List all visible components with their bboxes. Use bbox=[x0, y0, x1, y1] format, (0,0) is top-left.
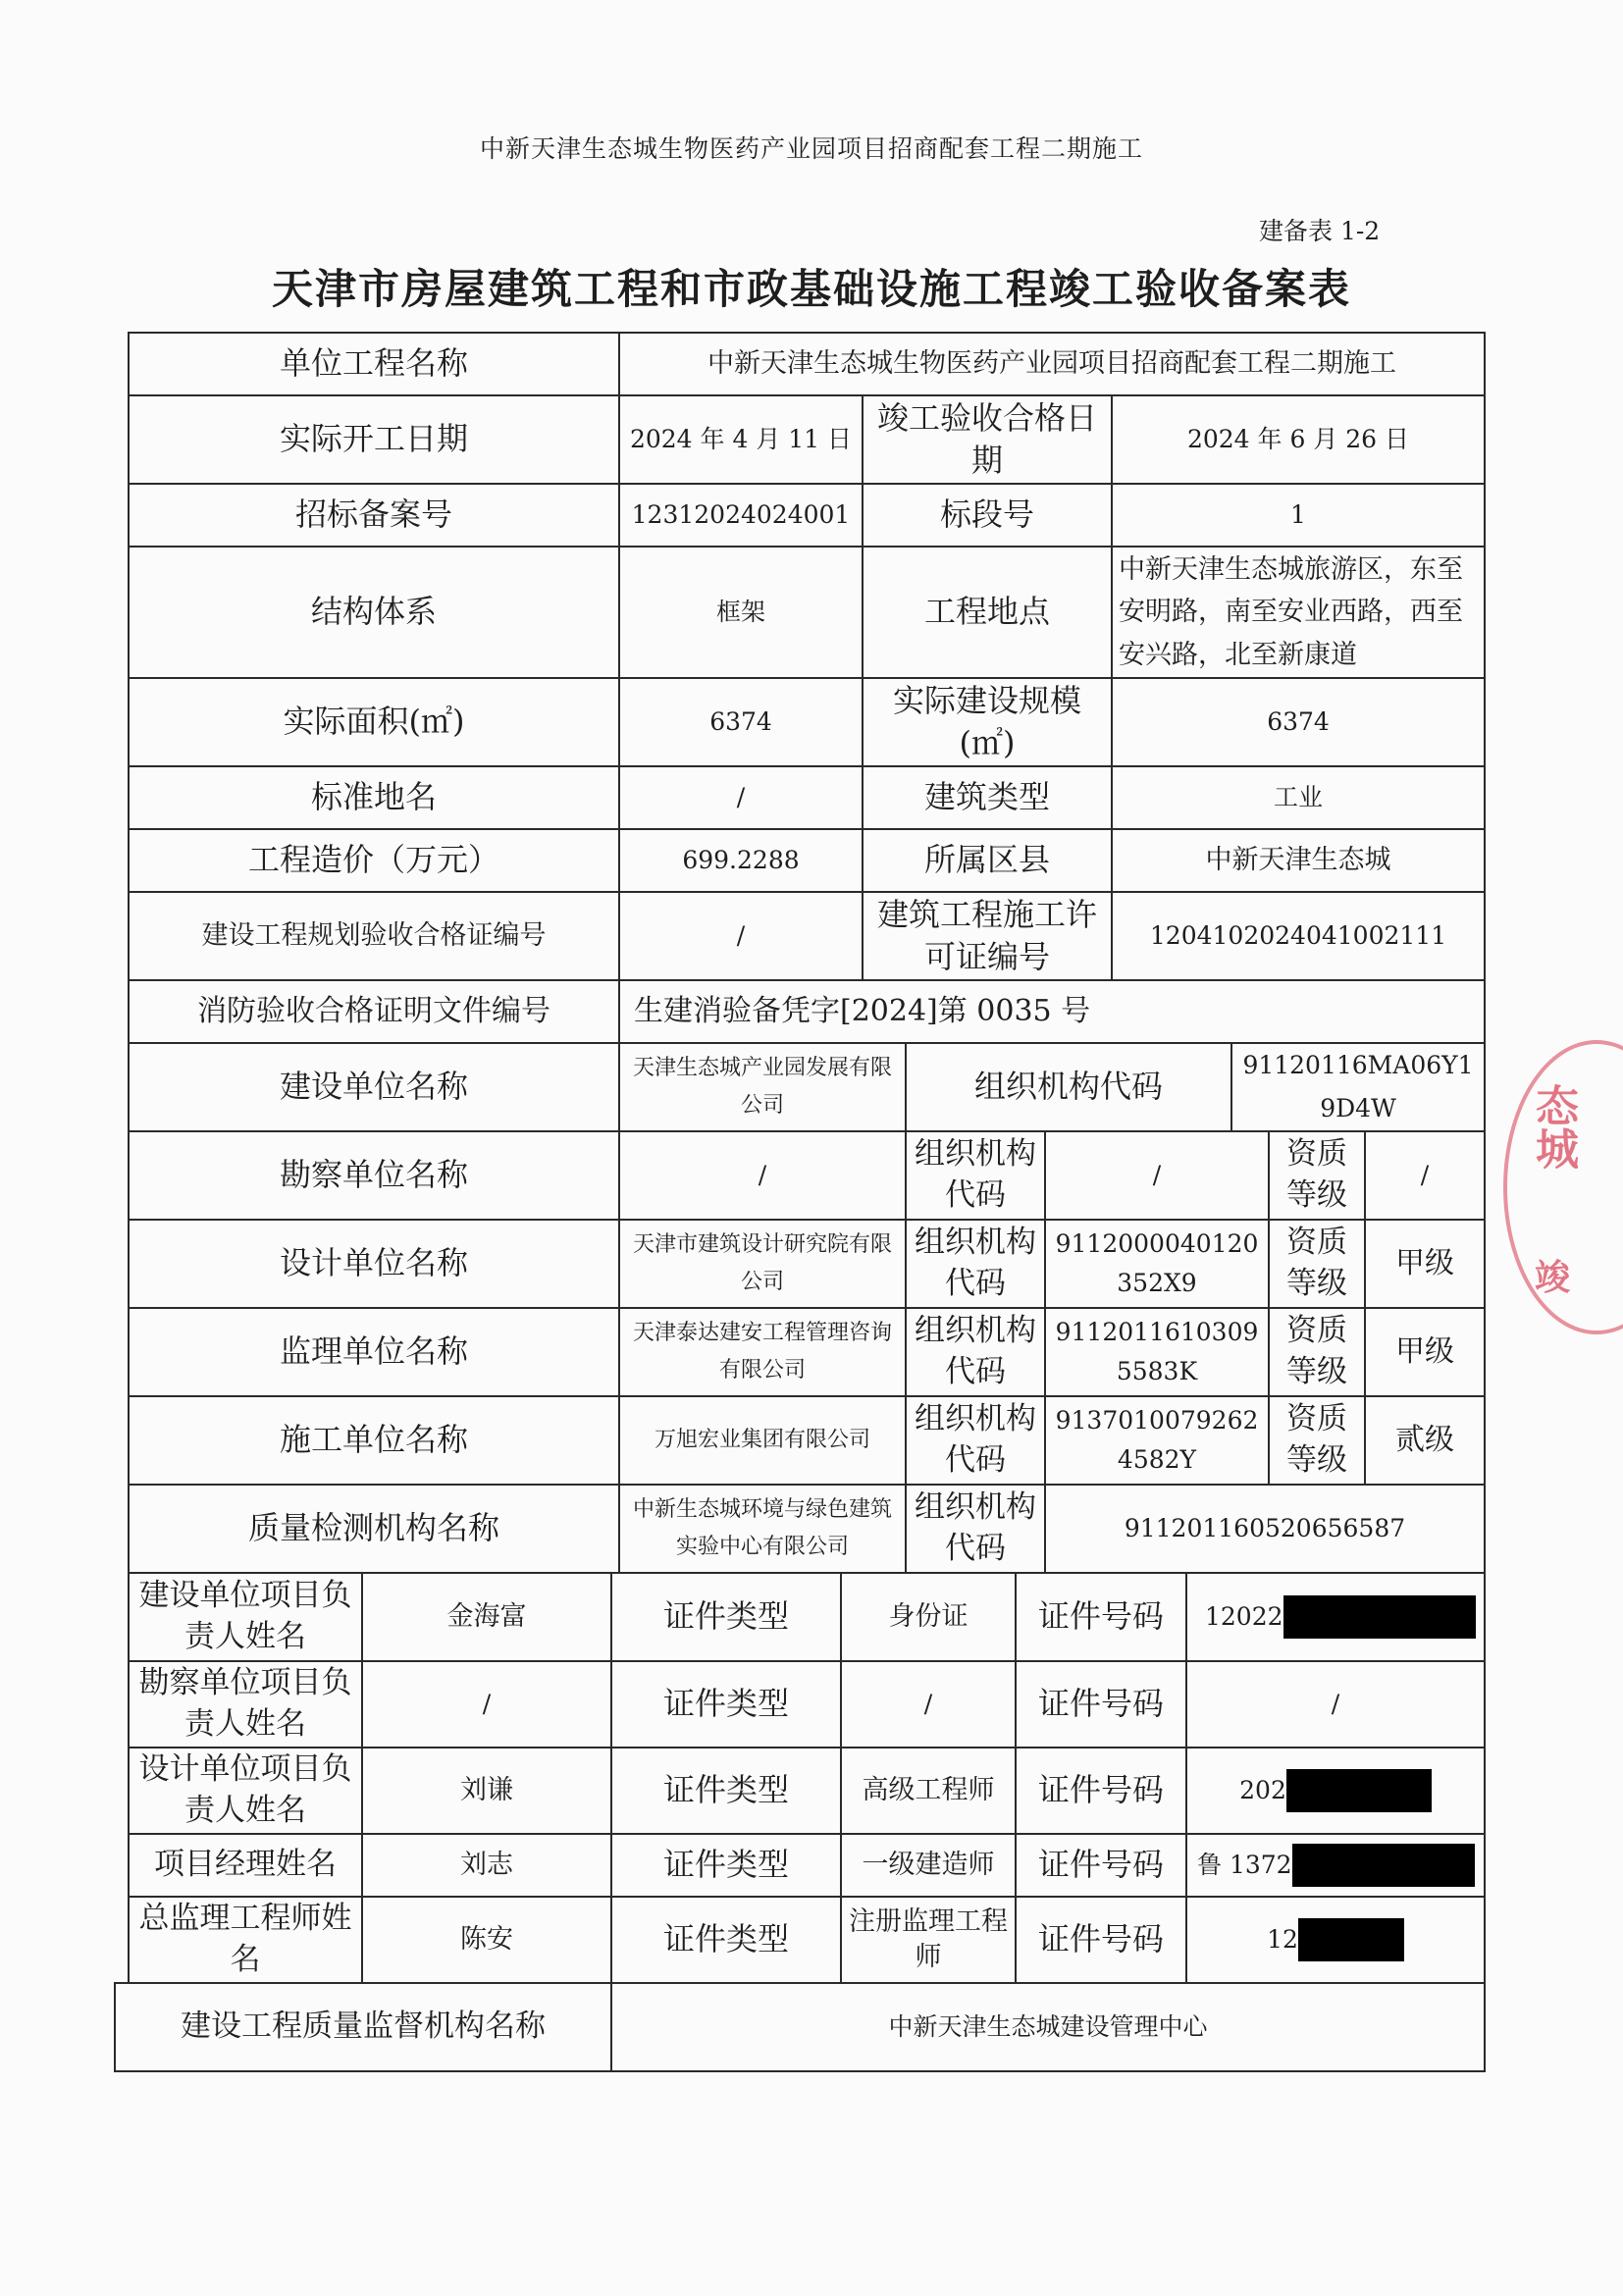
person-name-builder: 金海富 bbox=[361, 1572, 612, 1662]
person-label-survey: 勘察单位项目负责人姓名 bbox=[128, 1660, 363, 1748]
bid-record-value: 12312024024001 bbox=[618, 483, 864, 548]
testing-name: 中新生态城环境与绿色建筑实验中心有限公司 bbox=[618, 1484, 907, 1574]
id-no-chief-supervisor-text: 12 bbox=[1267, 1925, 1298, 1955]
district-value: 中新天津生态城 bbox=[1111, 828, 1486, 893]
redaction-box bbox=[1286, 1769, 1432, 1812]
id-type-chief-supervisor: 注册监理工程师 bbox=[840, 1896, 1017, 1984]
design-name: 天津市建筑设计研究院有限公司 bbox=[618, 1219, 907, 1309]
id-no-builder bbox=[1185, 1572, 1486, 1662]
survey-org-code: / bbox=[1044, 1130, 1270, 1221]
builder-org-code: 91120116MA06Y19D4W bbox=[1230, 1042, 1486, 1132]
section-no-value: 1 bbox=[1111, 483, 1486, 548]
section-no-label: 标段号 bbox=[862, 483, 1113, 548]
testing-label: 质量检测机构名称 bbox=[128, 1484, 620, 1574]
stamp-text-bottom: 竣 bbox=[1535, 1258, 1571, 1298]
builder-org-code-label: 组织机构代码 bbox=[905, 1042, 1232, 1132]
person-label-builder: 建设单位项目负责人姓名 bbox=[128, 1572, 363, 1662]
id-no-design-text: 202 bbox=[1239, 1776, 1286, 1805]
id-no-builder-text: 12022 bbox=[1205, 1602, 1283, 1632]
building-type-label: 建筑类型 bbox=[862, 765, 1113, 830]
id-type-builder: 身份证 bbox=[840, 1572, 1017, 1662]
builder-name: 天津生态城产业园发展有限公司 bbox=[618, 1042, 907, 1132]
project-name-label: 单位工程名称 bbox=[128, 332, 620, 396]
design-org-code: 9112000040120352X9 bbox=[1044, 1219, 1270, 1309]
contractor-org-code: 91370100792624582Y bbox=[1044, 1395, 1270, 1486]
acceptance-date-value: 2024 年 6 月 26 日 bbox=[1111, 394, 1486, 485]
structure-label: 结构体系 bbox=[128, 546, 620, 679]
stamp-text-top: 态城 bbox=[1528, 1083, 1578, 1170]
start-date-value: 2024 年 4 月 11 日 bbox=[618, 394, 864, 485]
supervisor-org-code-label: 组织机构代码 bbox=[905, 1307, 1046, 1397]
building-type-value: 工业 bbox=[1111, 765, 1486, 830]
supervisor-qual-value: 甲级 bbox=[1364, 1307, 1486, 1397]
id-type-label-builder: 证件类型 bbox=[610, 1572, 842, 1662]
id-type-pm: 一级建造师 bbox=[840, 1833, 1017, 1898]
testing-org-code: 911201160520656587 bbox=[1044, 1484, 1486, 1574]
id-no-pm bbox=[1185, 1833, 1486, 1898]
id-type-design: 高级工程师 bbox=[840, 1747, 1017, 1835]
actual-scale-value: 6374 bbox=[1111, 677, 1486, 767]
construction-permit-label: 建筑工程施工许可证编号 bbox=[862, 891, 1113, 981]
contractor-org-code-label: 组织机构代码 bbox=[905, 1395, 1046, 1486]
cost-value: 699.2288 bbox=[618, 828, 864, 893]
contractor-qual-label: 资质等级 bbox=[1268, 1395, 1366, 1486]
id-type-label-chief-supervisor: 证件类型 bbox=[610, 1896, 842, 1984]
supervision-agency-value: 中新天津生态城建设管理中心 bbox=[610, 1982, 1486, 2072]
survey-org-code-label: 组织机构代码 bbox=[905, 1130, 1046, 1221]
person-label-pm: 项目经理姓名 bbox=[128, 1833, 363, 1898]
design-org-code-label: 组织机构代码 bbox=[905, 1219, 1046, 1309]
id-no-label-design: 证件号码 bbox=[1015, 1747, 1187, 1835]
design-label: 设计单位名称 bbox=[128, 1219, 620, 1309]
id-no-label-survey: 证件号码 bbox=[1015, 1660, 1187, 1748]
project-header-line: 中新天津生态城生物医药产业园项目招商配套工程二期施工 bbox=[479, 134, 1143, 163]
form-title: 天津市房屋建筑工程和市政基础设施工程竣工验收备案表 bbox=[271, 265, 1351, 313]
planning-cert-value: / bbox=[618, 891, 864, 981]
bid-record-label: 招标备案号 bbox=[128, 483, 620, 548]
supervisor-label: 监理单位名称 bbox=[128, 1307, 620, 1397]
location-value: 中新天津生态城旅游区，东至安明路，南至安业西路，西至安兴路，北至新康道 bbox=[1111, 546, 1486, 679]
fire-cert-value: 生建消验备凭字[2024]第 0035 号 bbox=[618, 979, 1486, 1044]
id-type-label-design: 证件类型 bbox=[610, 1747, 842, 1835]
id-no-survey: / bbox=[1185, 1660, 1486, 1748]
id-no-label-pm: 证件号码 bbox=[1015, 1833, 1187, 1898]
fire-cert-label: 消防验收合格证明文件编号 bbox=[128, 979, 620, 1044]
person-name-pm: 刘志 bbox=[361, 1833, 612, 1898]
design-qual-value: 甲级 bbox=[1364, 1219, 1486, 1309]
start-date-label: 实际开工日期 bbox=[128, 394, 620, 485]
project-name-value: 中新天津生态城生物医药产业园项目招商配套工程二期施工 bbox=[618, 332, 1486, 396]
person-name-chief-supervisor: 陈安 bbox=[361, 1896, 612, 1984]
supervisor-name: 天津泰达建安工程管理咨询有限公司 bbox=[618, 1307, 907, 1397]
survey-qual-label: 资质等级 bbox=[1268, 1130, 1366, 1221]
design-qual-label: 资质等级 bbox=[1268, 1219, 1366, 1309]
person-name-design: 刘谦 bbox=[361, 1747, 612, 1835]
id-no-label-builder: 证件号码 bbox=[1015, 1572, 1187, 1662]
supervisor-qual-label: 资质等级 bbox=[1268, 1307, 1366, 1397]
id-type-label-pm: 证件类型 bbox=[610, 1833, 842, 1898]
form-code: 建备表 1-2 bbox=[1259, 217, 1381, 245]
id-no-label-chief-supervisor: 证件号码 bbox=[1015, 1896, 1187, 1984]
structure-value: 框架 bbox=[618, 546, 864, 679]
standard-place-value: / bbox=[618, 765, 864, 830]
person-label-design: 设计单位项目负责人姓名 bbox=[128, 1747, 363, 1835]
person-name-survey: / bbox=[361, 1660, 612, 1748]
actual-area-label: 实际面积(㎡) bbox=[128, 677, 620, 767]
id-no-pm-text: 鲁 1372 bbox=[1197, 1851, 1292, 1880]
contractor-qual-value: 贰级 bbox=[1364, 1395, 1486, 1486]
id-type-survey: / bbox=[840, 1660, 1017, 1748]
standard-place-label: 标准地名 bbox=[128, 765, 620, 830]
location-label: 工程地点 bbox=[862, 546, 1113, 679]
id-no-design bbox=[1185, 1747, 1486, 1835]
testing-org-code-label: 组织机构代码 bbox=[905, 1484, 1046, 1574]
planning-cert-label: 建设工程规划验收合格证编号 bbox=[128, 891, 620, 981]
redaction-box bbox=[1298, 1918, 1404, 1961]
contractor-name: 万旭宏业集团有限公司 bbox=[618, 1395, 907, 1486]
cost-label: 工程造价（万元） bbox=[128, 828, 620, 893]
construction-permit-value: 1204102024041002111 bbox=[1111, 891, 1486, 981]
id-type-label-survey: 证件类型 bbox=[610, 1660, 842, 1748]
survey-label: 勘察单位名称 bbox=[128, 1130, 620, 1221]
contractor-label: 施工单位名称 bbox=[128, 1395, 620, 1486]
redaction-box bbox=[1283, 1595, 1476, 1639]
person-label-chief-supervisor: 总监理工程师姓名 bbox=[128, 1896, 363, 1984]
builder-label: 建设单位名称 bbox=[128, 1042, 620, 1132]
redaction-box bbox=[1292, 1844, 1475, 1887]
supervisor-org-code: 91120116103095583K bbox=[1044, 1307, 1270, 1397]
district-label: 所属区县 bbox=[862, 828, 1113, 893]
supervision-agency-label: 建设工程质量监督机构名称 bbox=[114, 1982, 612, 2072]
survey-qual-value: / bbox=[1364, 1130, 1486, 1221]
id-no-chief-supervisor bbox=[1185, 1896, 1486, 1984]
actual-scale-label: 实际建设规模(㎡) bbox=[862, 677, 1113, 767]
actual-area-value: 6374 bbox=[618, 677, 864, 767]
survey-name: / bbox=[618, 1130, 907, 1221]
acceptance-date-label: 竣工验收合格日期 bbox=[862, 394, 1113, 485]
